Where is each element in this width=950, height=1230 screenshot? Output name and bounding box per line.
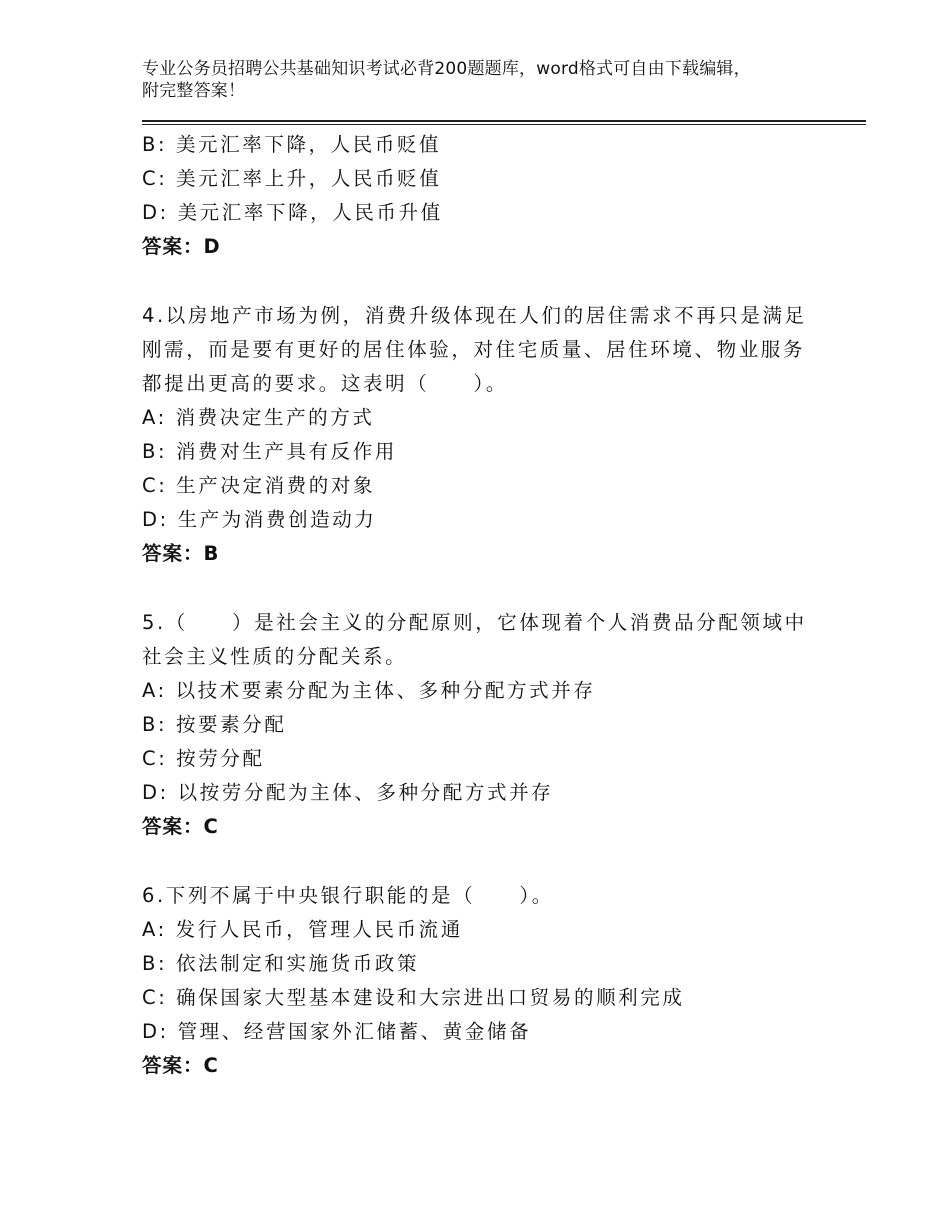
option-d: D: 美元汇率下降，人民币升值	[142, 201, 443, 224]
question-stem-line: 4.以房地产市场为例，消费升级体现在人们的居住需求不再只是满足	[142, 304, 807, 327]
spacer	[142, 571, 812, 606]
header-divider-thin	[142, 124, 866, 125]
option-b: B: 依法制定和实施货币政策	[142, 952, 420, 975]
question-stem-line: 6.下列不属于中央银行职能的是（ ）。	[142, 884, 554, 907]
answer: 答案：C	[142, 815, 219, 838]
spacer	[142, 264, 812, 299]
question-stem-line: 社会主义性质的分配关系。	[142, 645, 408, 668]
option-a: A: 发行人民币，管理人民币流通	[142, 918, 463, 941]
option-b: B: 按要素分配	[142, 713, 287, 736]
question-stem-line: 5.（ ）是社会主义的分配原则，它体现着个人消费品分配领域中	[142, 611, 807, 634]
answer: 答案：C	[142, 1054, 219, 1077]
header-divider-thick	[142, 120, 866, 122]
question-6	[142, 879, 812, 1083]
option-c: C: 按劳分配	[142, 747, 265, 770]
option-c: C: 生产决定消费的对象	[142, 474, 376, 497]
header-title-line1: 专业公务员招聘公共基础知识考试必背200题题库，word格式可自由下载编辑，	[142, 59, 751, 79]
option-d: D: 管理、经营国家外汇储蓄、黄金储备	[142, 1020, 532, 1043]
spacer	[142, 844, 812, 879]
question-list	[142, 128, 812, 1083]
question-5	[142, 606, 812, 844]
question-4	[142, 299, 812, 571]
option-c: C: 确保国家大型基本建设和大宗进出口贸易的顺利完成	[142, 986, 685, 1009]
option-d: D: 以按劳分配为主体、多种分配方式并存	[142, 781, 554, 804]
question-stem-line: 刚需，而是要有更好的居住体验，对住宅质量、居住环境、物业服务	[142, 338, 806, 361]
question-stem-line: 都提出更高的要求。这表明（ ）。	[142, 372, 508, 395]
option-d: D: 生产为消费创造动力	[142, 508, 377, 531]
answer: 答案：D	[142, 235, 221, 258]
question-3	[142, 128, 812, 264]
header-title-line2: 附完整答案！	[142, 81, 246, 101]
option-a: A: 消费决定生产的方式	[142, 406, 375, 429]
option-c: C: 美元汇率上升，人民币贬值	[142, 167, 442, 190]
option-b: B: 美元汇率下降，人民币贬值	[142, 133, 442, 156]
answer: 答案：B	[142, 542, 220, 565]
page-header	[142, 58, 822, 102]
option-b: B: 消费对生产具有反作用	[142, 440, 397, 463]
option-a: A: 以技术要素分配为主体、多种分配方式并存	[142, 679, 596, 702]
